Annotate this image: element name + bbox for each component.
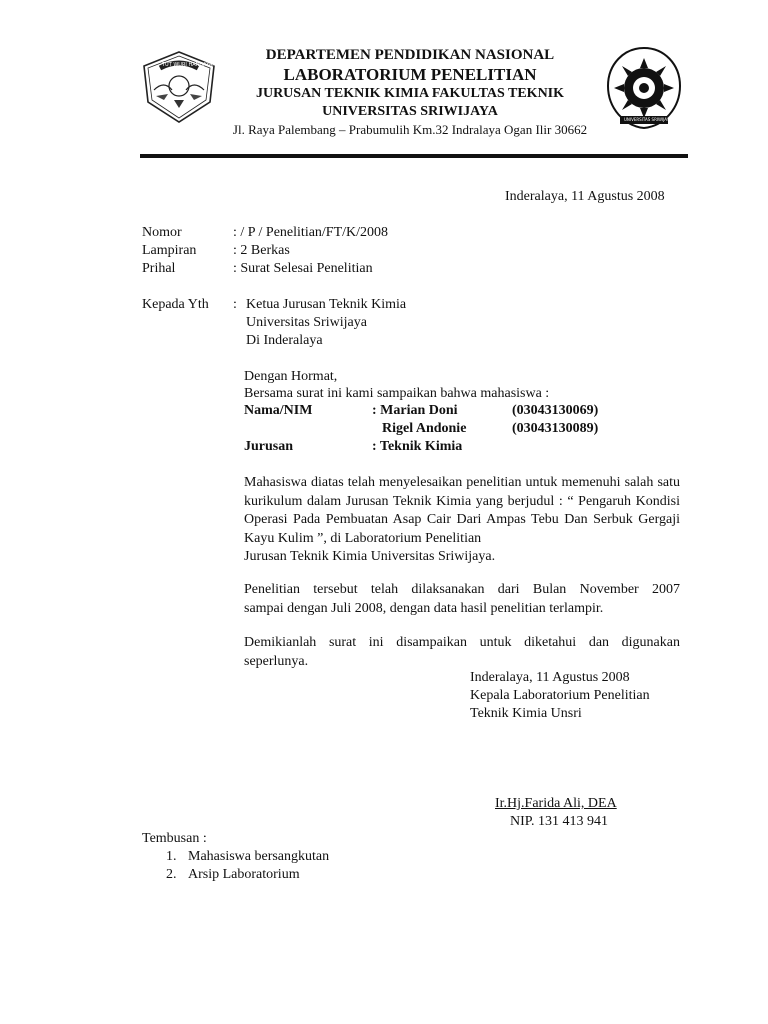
signature-title-1: Kepala Laboratorium Penelitian (470, 688, 650, 703)
letterhead-address: Jl. Raya Palembang – Prabumulih Km.32 Indralaya Ogan Ilir 30662 (232, 122, 588, 137)
jurusan-value: : Teknik Kimia (372, 439, 463, 454)
tembusan-item-2: Arsip Laboratorium (188, 867, 300, 882)
tembusan-label: Tembusan : (142, 831, 207, 846)
recipient-line-3: Di Inderalaya (246, 333, 323, 348)
paragraph-1: Mahasiswa diatas telah menyelesaikan penelitian untuk memenuhi salah satu kurikulum dalam Jurusan Teknik Kimia yang berjudul : “ Pengaruh Kondisi Operasi Pada Pembuatan Asap Cair Dari Ampas Tebu Dan Serbuk Gergaji Kayu Kulim ”, di Laboratorium Penelitian Jurusan Teknik Kimia Universitas Sriwijaya. (244, 475, 680, 564)
letterhead-department: JURUSAN TEKNIK KIMIA FAKULTAS TEKNIK (255, 86, 565, 101)
signatory-nip: NIP. 131 413 941 (510, 814, 609, 829)
student-1-nim: (03043130069) (512, 403, 599, 418)
recipient-line-2: Universitas Sriwijaya (246, 315, 367, 330)
prihal-value: : Surat Selesai Penelitian (233, 261, 373, 276)
signatory-name: Ir.Hj.Farida Ali, DEA (495, 796, 617, 811)
greeting: Dengan Hormat, (244, 369, 338, 384)
recipient-label: Kepada Yth (142, 297, 209, 312)
tut-wuri-handayani-logo: TUT WURI HANDAYANI (140, 50, 218, 124)
nama-nim-label: Nama/NIM (244, 403, 313, 418)
paragraph-2: Penelitian tersebut telah dilaksanakan dari Bulan November 2007 sampai dengan Juli 2008, dengan data hasil penelitian terlampir. (244, 582, 680, 616)
tembusan-item-1-num: 1. (166, 849, 177, 864)
recipient-line-1: Ketua Jurusan Teknik Kimia (246, 297, 407, 312)
jurusan-label: Jurusan (244, 439, 294, 454)
lampiran-label: Lampiran (142, 243, 197, 258)
student-2-nim: (03043130089) (512, 421, 599, 436)
nomor-label: Nomor (142, 225, 182, 240)
student-1-name: : Marian Doni (372, 403, 458, 418)
letter-date: Inderalaya, 11 Agustus 2008 (505, 189, 665, 204)
letterhead-ministry: DEPARTEMEN PENDIDIKAN NASIONAL (265, 47, 555, 63)
letterhead-university: UNIVERSITAS SRIWIJAYA (322, 104, 498, 119)
nomor-value: : / P / Penelitian/FT/K/2008 (233, 225, 389, 240)
universitas-sriwijaya-logo: UNIVERSITAS SRIWIJAYA (602, 44, 686, 132)
recipient-colon: : (233, 297, 237, 312)
signature-title-2: Teknik Kimia Unsri (470, 706, 582, 721)
intro-line: Bersama surat ini kami sampaikan bahwa mahasiswa : (244, 386, 550, 401)
paragraph-3: Demikianlah surat ini disampaikan untuk diketahui dan digunakan seperlunya. (244, 635, 680, 669)
letterhead-lab-name: LABORATORIUM PENELITIAN (283, 65, 537, 84)
tembusan-item-2-num: 2. (166, 867, 177, 882)
lampiran-value: : 2 Berkas (233, 243, 290, 258)
letterhead-divider (140, 154, 688, 158)
signature-place-date: Inderalaya, 11 Agustus 2008 (470, 670, 630, 685)
prihal-label: Prihal (142, 261, 176, 276)
tembusan-item-1: Mahasiswa bersangkutan (188, 849, 330, 864)
student-2-name: Rigel Andonie (382, 421, 467, 436)
